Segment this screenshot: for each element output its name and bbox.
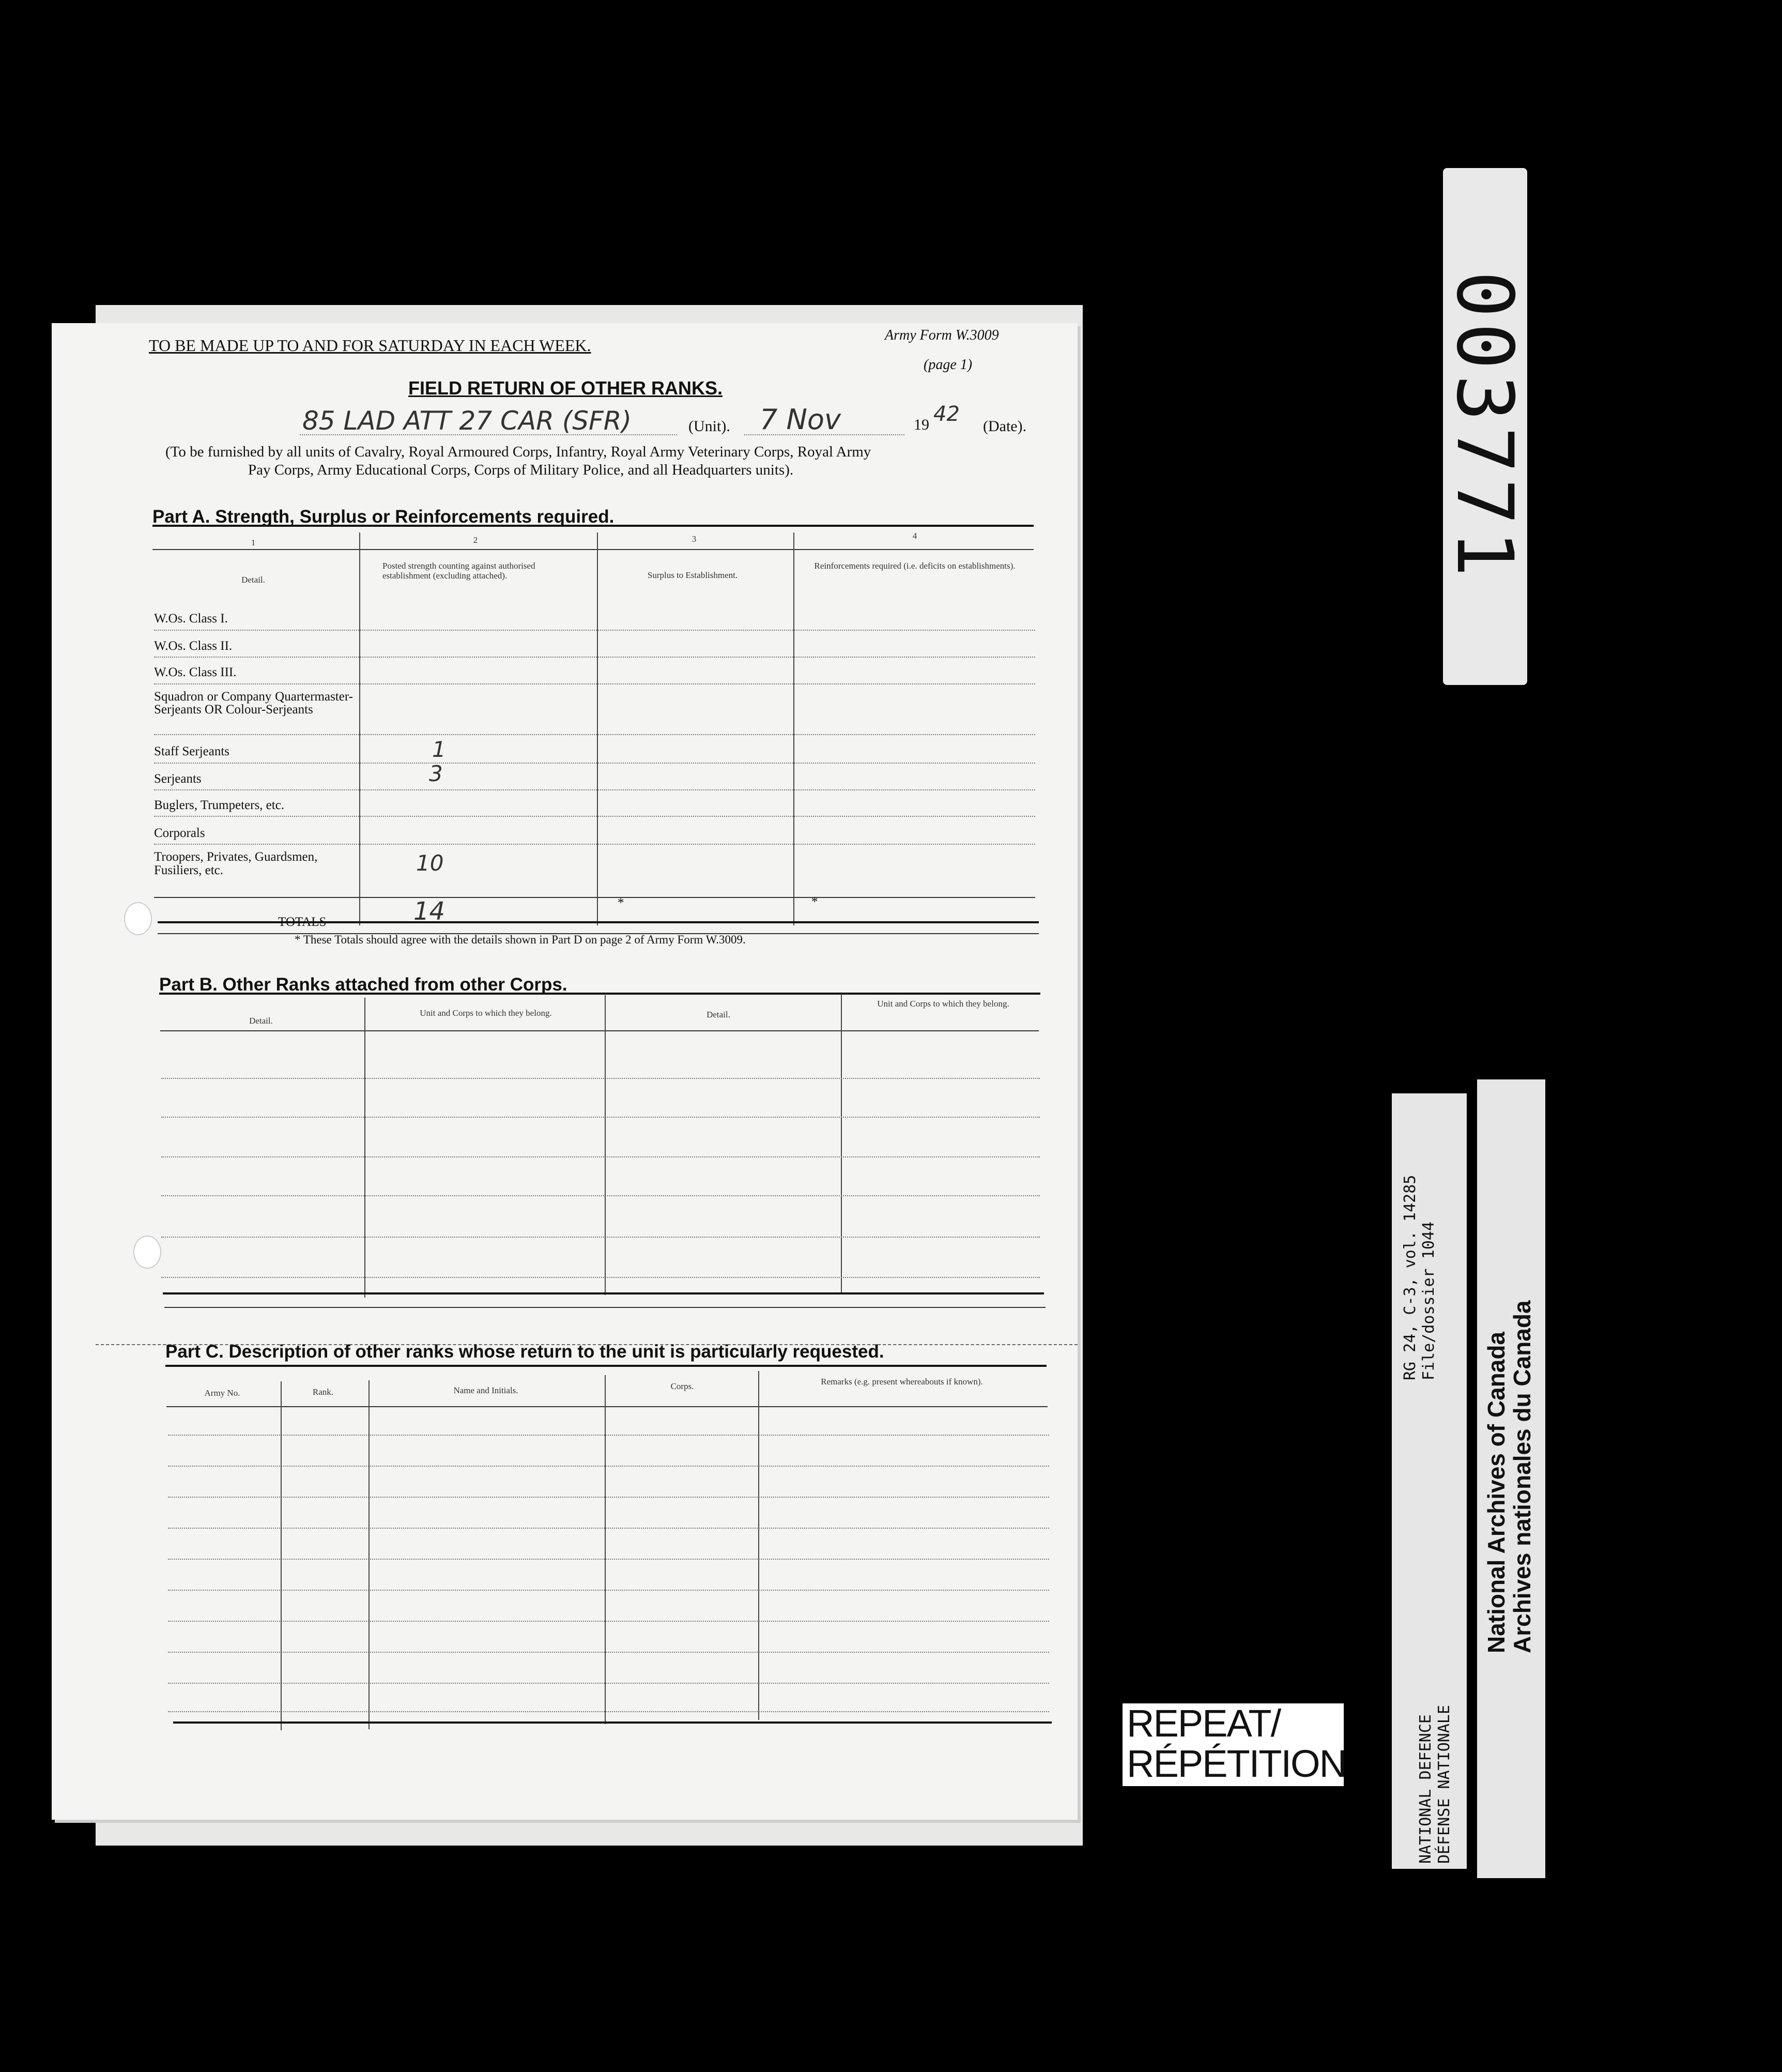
part-b-row-rule xyxy=(161,1156,1040,1157)
unit-handwritten: 85 LAD ATT 27 CAR (SFR) xyxy=(302,406,632,436)
part-c-col-corps: Corps. xyxy=(670,1381,694,1391)
part-c-bottom-rule xyxy=(173,1721,1052,1724)
part-c-col-name: Name and Initials. xyxy=(453,1385,518,1395)
totals-asterisk: * xyxy=(618,896,624,910)
part-a-col-divider xyxy=(793,532,794,925)
repeat-line-1: REPEAT/ xyxy=(1127,1702,1281,1745)
totals-footnote: * These Totals should agree with the details shown in Part D on page 2 of Army Form W.3009. xyxy=(295,933,746,946)
reference-line-1: RG 24, C-3, vol. 14285 xyxy=(1401,1175,1419,1380)
row-rule xyxy=(154,630,1035,631)
form-title: FIELD RETURN OF OTHER RANKS. xyxy=(408,377,723,399)
punch-hole xyxy=(133,1236,161,1269)
instruction-text: TO BE MADE UP TO AND FOR SATURDAY IN EACH WEEK. xyxy=(149,336,591,355)
part-c-col-divider xyxy=(368,1380,370,1729)
year-handwritten: 42 xyxy=(933,402,960,426)
film-number xyxy=(1439,168,1529,685)
part-c-col-remarks: Remarks (e.g. present whereabouts if known). xyxy=(821,1377,983,1387)
col-number-4: 4 xyxy=(912,531,917,541)
row-detail: W.Os. Class II. xyxy=(154,639,233,653)
part-b-col-divider xyxy=(364,998,365,1298)
page-label: (page 1) xyxy=(924,357,973,373)
row-rule xyxy=(154,683,1035,684)
row-detail: W.Os. Class I. xyxy=(154,612,228,626)
part-c-header-rule xyxy=(166,1406,1048,1407)
part-b-row-rule xyxy=(161,1277,1040,1278)
part-c-title: Part C. Description of other ranks whose return to the unit is particularly requested. xyxy=(165,1342,884,1362)
part-c-row-rule xyxy=(168,1528,1049,1529)
furnish-line-2: Pay Corps, Army Educational Corps, Corps of Military Police, and all Headquarters units). xyxy=(248,462,794,478)
part-b-row-rule xyxy=(161,1195,1040,1196)
part-a-col-divider xyxy=(359,532,360,925)
part-a-number-rule xyxy=(152,549,1034,550)
date-line xyxy=(744,434,904,435)
unit-line xyxy=(300,434,677,435)
department-line-2: DÉFENSE NATIONALE xyxy=(1435,1704,1453,1864)
staff-serjeants-value: 1 xyxy=(432,737,446,762)
part-a-col-divider xyxy=(597,532,598,925)
row-detail: Staff Serjeants xyxy=(154,744,230,758)
part-c-row-rule xyxy=(168,1590,1049,1591)
unit-label: (Unit). xyxy=(688,418,730,435)
part-b-title: Part B. Other Ranks attached from other Corps. xyxy=(159,974,567,995)
date-label: (Date). xyxy=(983,418,1027,435)
totals-value: 14 xyxy=(413,897,446,926)
part-c-row-rule xyxy=(168,1497,1049,1498)
part-c-col-divider xyxy=(605,1375,606,1724)
row-detail: Serjeants xyxy=(154,772,202,786)
part-c-col-army-no: Army No. xyxy=(204,1388,240,1398)
row-detail: Buglers, Trumpeters, etc. xyxy=(154,798,285,812)
col-number-3: 3 xyxy=(692,534,697,544)
archives-label xyxy=(1477,1079,1545,1878)
col-number-2: 2 xyxy=(473,535,478,545)
part-a-top-rule xyxy=(152,525,1034,527)
archives-text xyxy=(1483,1300,1535,1653)
part-b-col-divider xyxy=(605,995,606,1295)
repeat-line-2: RÉPÉTITION xyxy=(1127,1742,1346,1785)
row-rule xyxy=(154,657,1035,658)
totals-rule xyxy=(154,897,1035,898)
part-c-row-rule xyxy=(168,1652,1049,1653)
part-b-col-unit: Unit and Corps to which they belong. xyxy=(420,1008,552,1018)
part-a-bottom-rule xyxy=(158,921,1039,923)
row-rule xyxy=(154,844,1035,845)
part-b-row-rule xyxy=(161,1117,1040,1118)
part-c-row-rule xyxy=(168,1466,1049,1467)
reference-label xyxy=(1392,1093,1467,1869)
part-c-top-rule xyxy=(165,1365,1047,1367)
reference-text xyxy=(1401,1175,1438,1380)
furnish-line-1: (To be furnished by all units of Cavalry, Royal Armoured Corps, Infantry, Royal Army Veterinary Corps, Royal Army xyxy=(165,444,871,460)
part-c-row-rule xyxy=(168,1683,1049,1684)
film-number-text: 003771 xyxy=(1439,271,1529,582)
col-header-surplus: Surplus to Establishment. xyxy=(647,570,738,580)
part-c-row-rule xyxy=(168,1559,1049,1560)
part-c-row-rule xyxy=(168,1711,1049,1712)
part-b-bottom-rule xyxy=(163,1292,1044,1294)
archives-line-1: National Archives of Canada xyxy=(1483,1331,1510,1653)
date-handwritten: 7 Nov xyxy=(760,403,841,436)
part-b-top-rule xyxy=(159,993,1040,995)
film-number-strip xyxy=(1439,168,1529,685)
part-b-col-detail: Detail. xyxy=(249,1016,273,1026)
department-text xyxy=(1417,1705,1454,1864)
department-line-1: NATIONAL DEFENCE xyxy=(1417,1714,1435,1864)
col-header-reinforcements: Reinforcements required (i.e. deficits on establishments). xyxy=(814,561,1016,571)
row-rule xyxy=(154,763,1035,764)
row-detail: Squadron or Company Quartermaster-Serjeants OR Colour-Serjeants xyxy=(154,690,353,717)
part-b-row-rule xyxy=(161,1237,1040,1238)
part-b-col-unit-2: Unit and Corps to which they belong. xyxy=(877,999,1009,1009)
row-rule xyxy=(154,734,1035,735)
part-c-row-rule xyxy=(168,1435,1049,1436)
year-prefix: 19 xyxy=(914,416,929,433)
part-b-header-rule xyxy=(160,1030,1039,1031)
col-header-detail: Detail. xyxy=(241,575,265,585)
troopers-value: 10 xyxy=(416,850,444,876)
part-c-col-rank: Rank. xyxy=(312,1387,334,1397)
row-detail: Corporals xyxy=(154,826,205,840)
row-detail: Troopers, Privates, Guardsmen, Fusiliers, etc. xyxy=(154,850,318,877)
row-rule xyxy=(154,789,1035,790)
totals-asterisk: * xyxy=(811,895,818,909)
form-id: Army Form W.3009 xyxy=(885,327,999,343)
row-rule xyxy=(154,816,1035,817)
serjeants-value: 3 xyxy=(429,761,443,786)
part-c-col-divider xyxy=(281,1381,282,1730)
col-number-1: 1 xyxy=(251,538,256,547)
part-c-row-rule xyxy=(168,1621,1049,1622)
totals-label: TOTALS xyxy=(278,915,327,929)
reference-line-2: File/dossier 1044 xyxy=(1420,1221,1438,1380)
repeat-stamp xyxy=(1123,1703,1344,1786)
archives-line-2: Archives nationales du Canada xyxy=(1509,1300,1535,1653)
row-detail: W.Os. Class III. xyxy=(154,665,237,679)
part-b-col-detail-2: Detail. xyxy=(706,1010,730,1019)
part-b-row-rule xyxy=(161,1078,1040,1079)
part-b-col-divider xyxy=(841,994,842,1293)
punch-hole xyxy=(124,902,152,935)
col-header-posted: Posted strength counting against authorised establishment (excluding attached). xyxy=(382,561,535,581)
part-a-title: Part A. Strength, Surplus or Reinforcements required. xyxy=(152,507,615,527)
form-sheet xyxy=(52,323,1078,1820)
part-b-bottom-rule-2 xyxy=(164,1307,1046,1308)
part-c-col-divider xyxy=(758,1371,759,1720)
